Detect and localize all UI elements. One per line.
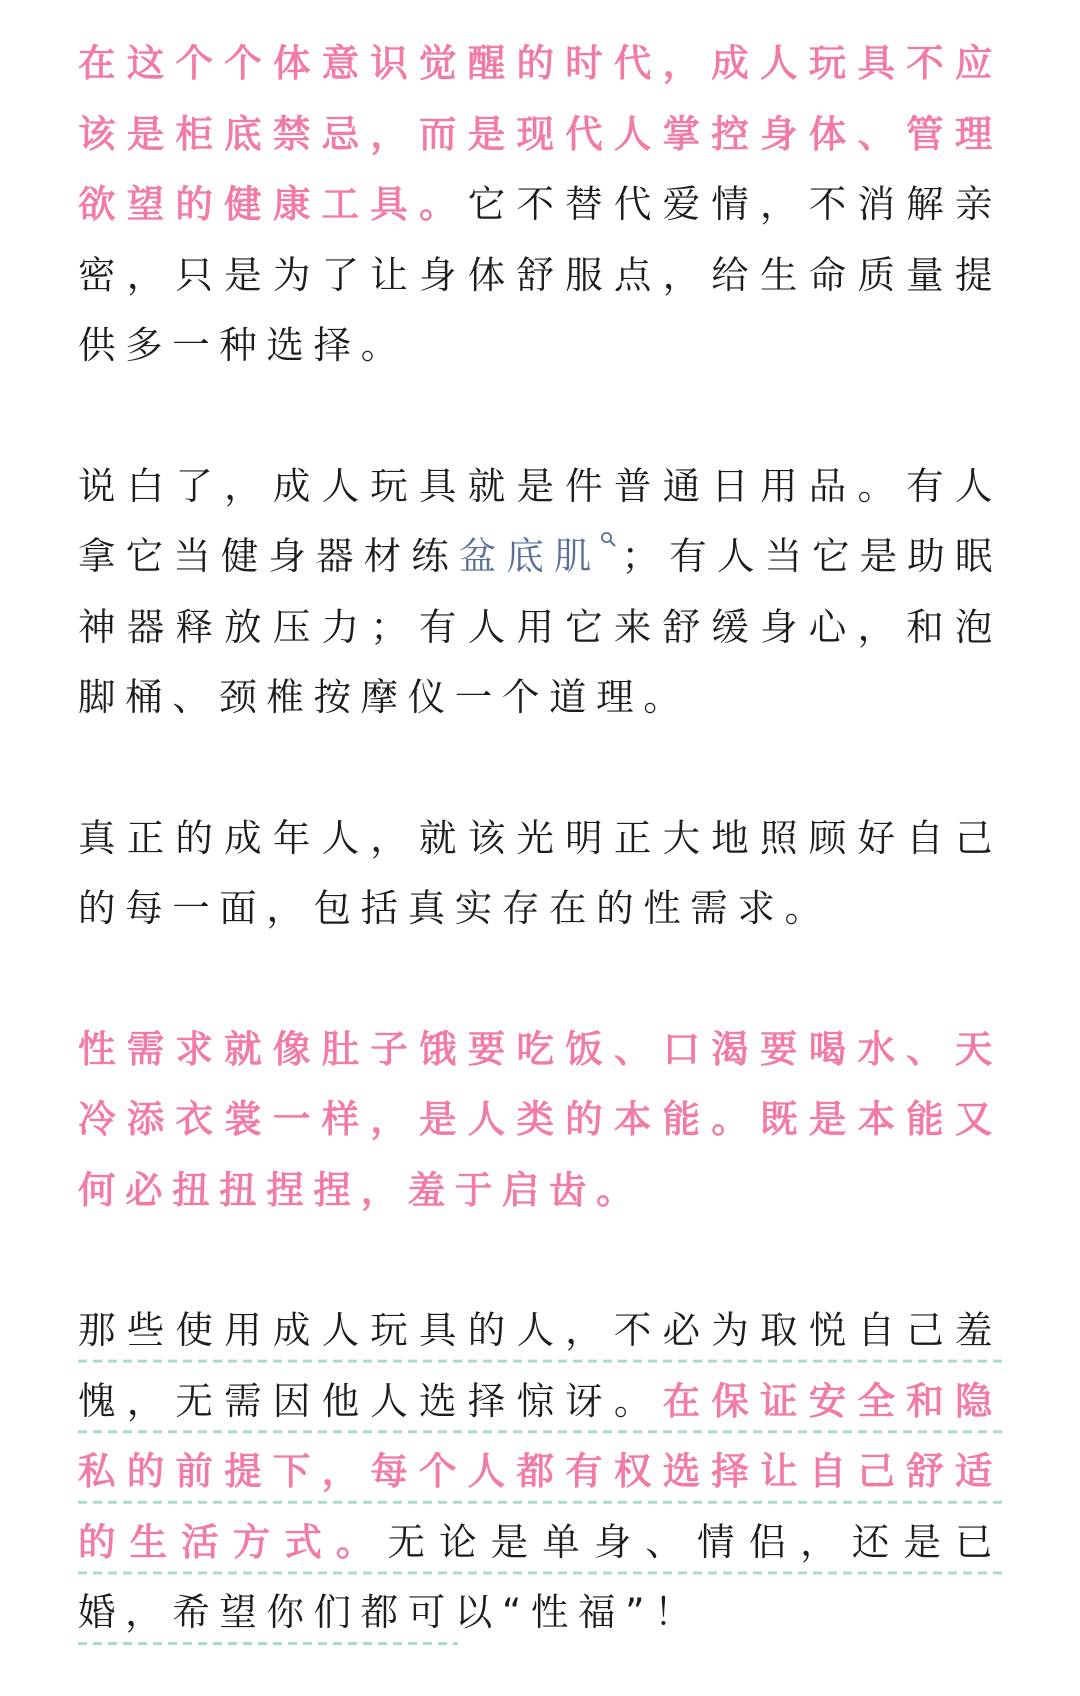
article-body: [78, 28, 1002, 1648]
highlight-text: 性需求就像肚子饿要吃饭、口渴要喝水、天冷添衣裳一样，是人类的本能。既是本能又何必扭扭捏捏，羞于启齿。: [78, 1026, 1002, 1212]
paragraph-4: [78, 1014, 1002, 1226]
body-text: 说白了，成人玩具就是件普通日用品。有人拿它当健身器材练: [78, 463, 1002, 578]
body-text: ；有人当它是助眠神器释放压力；有人用它来舒缓身心，和泡脚桶、颈椎按摩仪一个道理。: [78, 534, 1002, 719]
paragraph-5: [78, 1295, 1002, 1648]
keyword-link[interactable]: 盆底肌: [458, 534, 602, 578]
body-text: 那些使用成人玩具的人，不必为取悦自己羞愧，无需因他人选择惊讶。: [78, 1308, 1002, 1423]
search-icon[interactable]: [600, 531, 616, 547]
body-text: 它不替代爱情，不消解亲密，只是为了让身体舒服点，给生命质量提供多一种选择。: [78, 182, 1002, 367]
paragraph-5-block: [78, 1295, 1002, 1648]
paragraph-3: [78, 803, 1002, 944]
paragraph-1: [78, 28, 1002, 381]
paragraph-2: [78, 451, 1002, 733]
highlight-text: 在保证安全和隐私的前提下，每个人都有权选择让自己舒适的生活方式。: [78, 1378, 1003, 1564]
highlight-text: 在这个个体意识觉醒的时代，成人玩具不应该是柜底禁忌，而是现代人掌控身体、管理欲望的健康工具。: [78, 41, 1002, 226]
body-text: 无论是单身、情侣，还是已婚，希望你们都可以“性福”！: [78, 1519, 1002, 1634]
body-text: 真正的成年人，就该光明正大地照顾好自己的每一面，包括真实存在的性需求。: [78, 815, 1002, 930]
